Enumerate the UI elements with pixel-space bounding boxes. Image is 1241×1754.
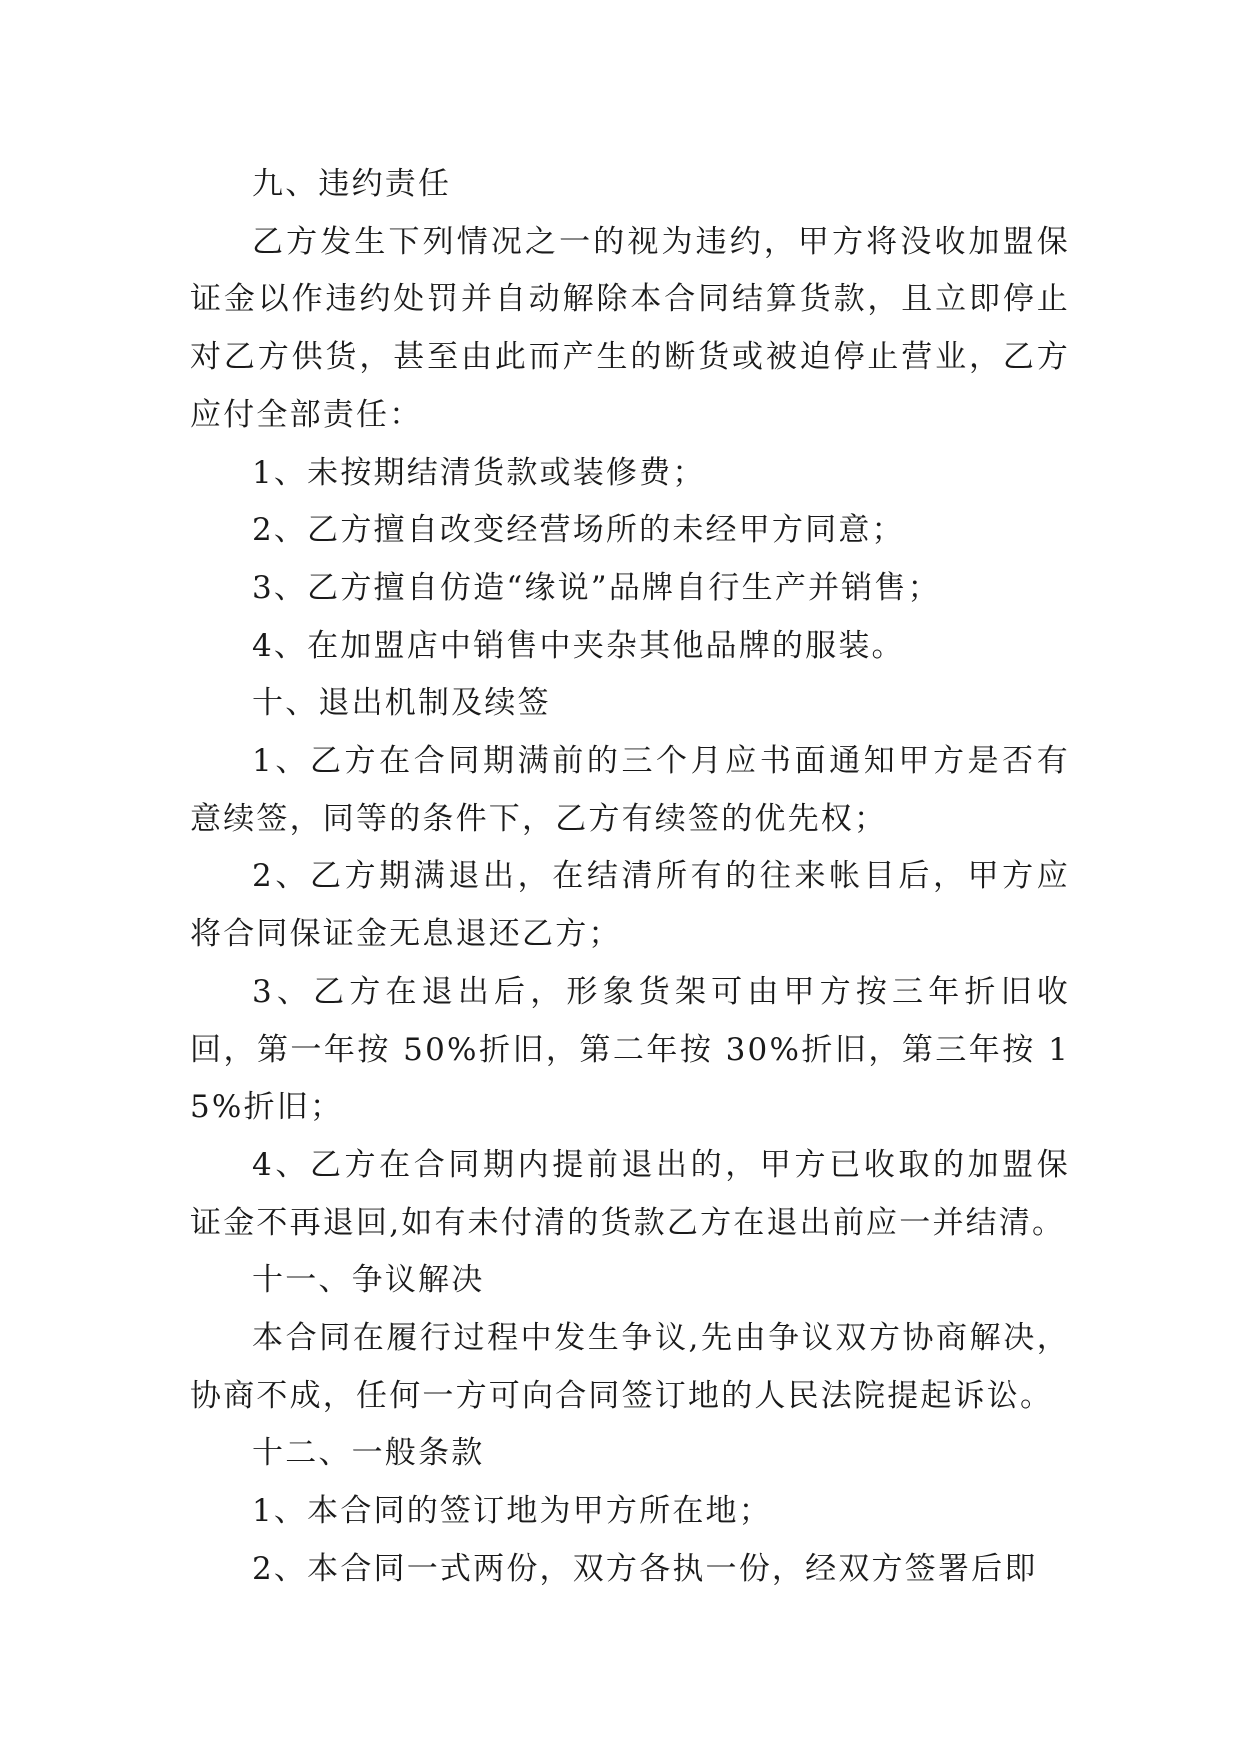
document-page — [190, 156, 1070, 1599]
breach-item-4: 4、在加盟店中销售中夹杂其他品牌的服装。 — [252, 627, 905, 664]
breach-intro-paragraph: 乙方发生下列情况之一的视为违约，甲方将没收加盟保证金以作违约处罚并自动解除本合同结算货款，且立即停止对乙方供货，甚至由此而产生的断货或被迫停止营业，乙方应付全部责任： — [190, 223, 1070, 433]
exit-item-1: 1、乙方在合同期满前的三个月应书面通知甲方是否有意续签，同等的条件下，乙方有续签的优先权； — [190, 743, 1070, 837]
exit-item-4: 4、乙方在合同期内提前退出的，甲方已收取的加盟保证金不再退回,如有未付清的货款乙方在退出前应一并结清。 — [190, 1146, 1070, 1241]
section-heading-general: 十二、一般条款 — [252, 1435, 485, 1472]
breach-item-1: 1、未按期结清货款或装修费； — [252, 454, 706, 491]
breach-item-3: 3、乙方擅自仿造“缘说”品牌自行生产并销售； — [252, 569, 941, 606]
general-item-1: 1、本合同的签订地为甲方所在地； — [252, 1493, 772, 1530]
dispute-paragraph: 本合同在履行过程中发生争议,先由争议双方协商解决，协商不成，任何一方可向合同签订地的人民法院提起诉讼。 — [190, 1320, 1070, 1414]
general-item-2: 2、本合同一式两份，双方各执一份，经双方签署后即 — [252, 1550, 1038, 1587]
section-heading-breach-liability: 九、违约责任 — [252, 166, 452, 202]
section-heading-exit-renewal: 十、退出机制及续签 — [252, 685, 551, 722]
exit-item-3: 3、乙方在退出后，形象货架可由甲方按三年折旧收回，第一年按 50%折旧，第二年按 30%折旧，第三年按 15%折旧； — [190, 973, 1070, 1126]
breach-item-2: 2、乙方擅自改变经营场所的未经甲方同意； — [252, 512, 905, 549]
section-heading-dispute: 十一、争议解决 — [252, 1262, 485, 1299]
exit-item-2: 2、乙方期满退出，在结清所有的往来帐目后，甲方应将合同保证金无息退还乙方； — [190, 858, 1070, 953]
